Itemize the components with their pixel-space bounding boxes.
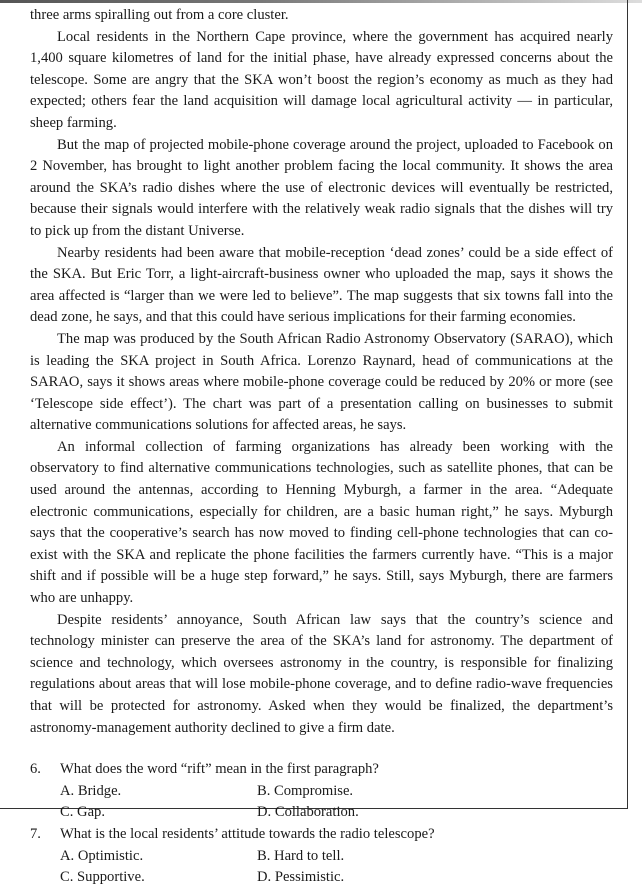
answer-options bbox=[30, 846, 613, 889]
passage-paragraph-3: But the map of projected mobile-phone coverage around the project, uploaded to Facebook on 2 November, has brought to light another problem facing the local community. It shows the area around the SKA’s radio dishes where the use of electronic devices will eventually be restricted, because their signals would interfere with the relatively weak radio signals that the dishes will try to pick up from the distant Universe. bbox=[30, 136, 613, 239]
question-number: 7. bbox=[30, 825, 41, 842]
option-a[interactable]: A. Bridge. bbox=[60, 782, 122, 799]
question-text: What does the word “rift” mean in the first paragraph? bbox=[60, 761, 379, 778]
question-6 bbox=[30, 759, 613, 824]
passage-paragraph-7: Despite residents’ annoyance, South African law says that the country’s science and technology minister can preserve the area of the SKA’s land for astronomy. The department of science and technology, which oversees astronomy in the country, is responsible for finalizing regulations about areas that will lose mobile-phone coverage, and to define radio-wave frequencies that will be protected for astronomy. Asked when they would be finalized, the department’s astronomy-management authority declined to give a firm date. bbox=[30, 611, 613, 736]
passage-paragraph-4: Nearby residents had been aware that mobile-reception ‘dead zones’ could be a side effect of the SKA. But Eric Torr, a light-aircraft-business owner who uploaded the map, says it shows the area affected is “larger than we were led to believe”. The map suggests that six towns fall into the dead zone, he says, and that this could have serious implications for their farming economies. bbox=[30, 244, 613, 326]
option-c[interactable]: C. Gap. bbox=[60, 804, 105, 821]
option-b[interactable]: B. Compromise. bbox=[257, 782, 354, 799]
option-d[interactable]: D. Collaboration. bbox=[257, 804, 359, 821]
reading-passage-page bbox=[30, 5, 613, 889]
question-number: 6. bbox=[30, 761, 41, 778]
option-d[interactable]: D. Pessimistic. bbox=[257, 869, 345, 886]
option-a[interactable]: A. Optimistic. bbox=[60, 847, 144, 864]
passage-paragraph-2: Local residents in the Northern Cape province, where the government has acquired nearly 1,400 square kilometres of land for the initial phase, have already expressed concerns about the telescope. Some are angry that the SKA won’t boost the region’s economy as much as they had expected; others fear the land acquisition will damage local agricultural activity — in particular, sheep farming. bbox=[30, 28, 613, 131]
question-7 bbox=[30, 824, 613, 889]
spacer bbox=[30, 739, 613, 759]
option-c[interactable]: C. Supportive. bbox=[60, 869, 145, 886]
page-right-border bbox=[627, 0, 628, 809]
question-text: What is the local residents’ attitude towards the radio telescope? bbox=[60, 825, 435, 842]
scan-top-edge bbox=[0, 0, 642, 3]
passage-paragraph-1: three arms spiralling out from a core cluster. bbox=[30, 7, 289, 23]
answer-options bbox=[30, 781, 613, 824]
passage-paragraph-5: The map was produced by the South African Radio Astronomy Observatory (SARAO), which is leading the SKA project in South Africa. Lorenzo Raynard, head of communications at the SARAO, says it shows areas where mobile-phone coverage could be reduced by 20% or more (see ‘Telescope side effect’). The chart was part of a presentation calling on businesses to submit alternative communications solutions for affected areas, he says. bbox=[30, 330, 613, 434]
passage-paragraph-6: An informal collection of farming organizations has already been working with the observatory to find alternative communications technologies, such as satellite phones, that can be used around the antennas, according to Henning Myburgh, a farmer in the area. “Adequate electronic communications, especially for children, are a basic human right,” he says. Myburgh says that the cooperative’s search has now moved to finding cell-phone technologies that can co-exist with the SKA and replicate the phone facilities the farmers currently have. “This is a major shift and if possible will be a huge step forward,” he says. Still, says Myburgh, there are farmers who are unhappy. bbox=[30, 438, 613, 607]
option-b[interactable]: B. Hard to tell. bbox=[257, 847, 345, 864]
